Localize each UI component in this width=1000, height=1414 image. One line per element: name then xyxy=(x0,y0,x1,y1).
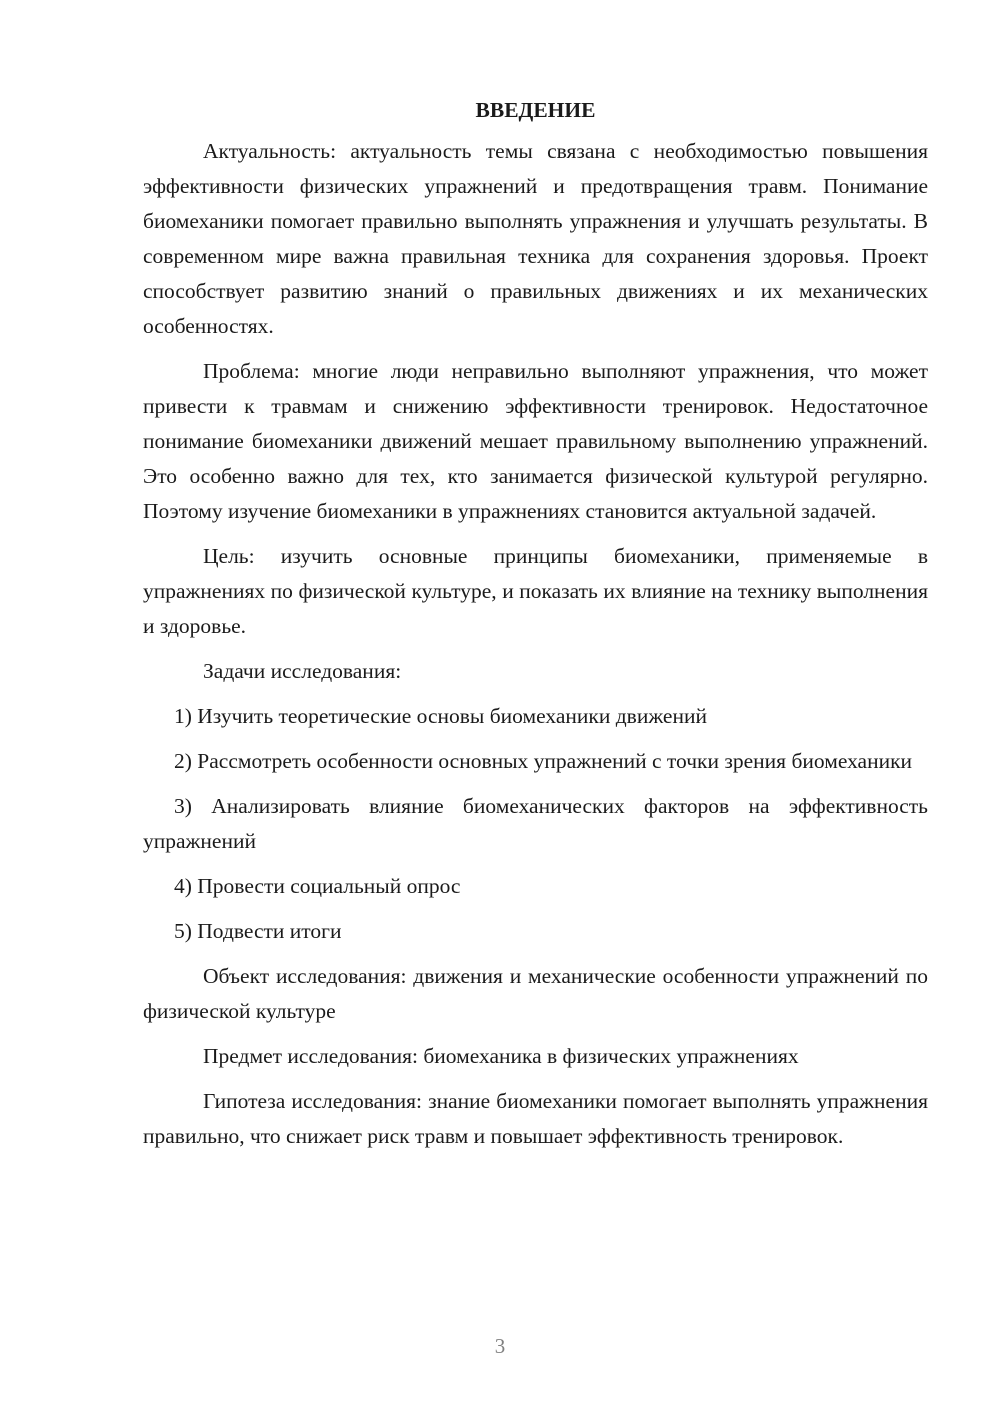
hypothesis-paragraph: Гипотеза исследования: знание биомеханики помогает выполнять упражнения правильно, что снижает риск травм и повышает эффективность тренировок. xyxy=(143,1089,928,1148)
task-item-5: 5) Подвести итоги xyxy=(174,919,342,943)
task-item-2: 2) Рассмотреть особенности основных упражнений с точки зрения биомеханики xyxy=(174,749,913,773)
problem-paragraph: Проблема: многие люди неправильно выполняют упражнения, что может привести к травмам и снижению эффективности тренировок. Недостаточное понимание биомеханики движений мешает правильному выполнению упражнений. Это особенно важно для тех, кто занимается физической культурой регулярно. Поэтому изучение биомеханики в упражнениях становится актуальной задачей. xyxy=(143,359,928,523)
tasks-heading: Задачи исследования: xyxy=(203,659,402,683)
relevance-paragraph: Актуальность: актуальность темы связана с необходимостью повышения эффективности физических упражнений и предотвращения травм. Понимание биомеханики помогает правильно выполнять упражнения и улучшать результаты. В современном мире важна правильная техника для сохранения здоровья. Проект способствует развитию знаний о правильных движениях и их механических особенностях. xyxy=(143,139,928,338)
task-item-4: 4) Провести социальный опрос xyxy=(174,874,461,898)
subject-paragraph: Предмет исследования: биомеханика в физических упражнениях xyxy=(203,1044,799,1068)
page-number: 3 xyxy=(494,1334,506,1358)
goal-paragraph: Цель: изучить основные принципы биомеханики, применяемые в упражнениях по физической культуре, и показать их влияние на технику выполнения и здоровье. xyxy=(143,544,928,638)
object-paragraph: Объект исследования: движения и механические особенности упражнений по физической культуре xyxy=(143,964,928,1023)
document-page xyxy=(143,92,928,1164)
section-title: ВВЕДЕНИЕ xyxy=(475,98,596,122)
task-item-3: 3) Анализировать влияние биомеханических факторов на эффективность упражнений xyxy=(143,794,928,853)
task-item-1: 1) Изучить теоретические основы биомеханики движений xyxy=(174,704,707,728)
